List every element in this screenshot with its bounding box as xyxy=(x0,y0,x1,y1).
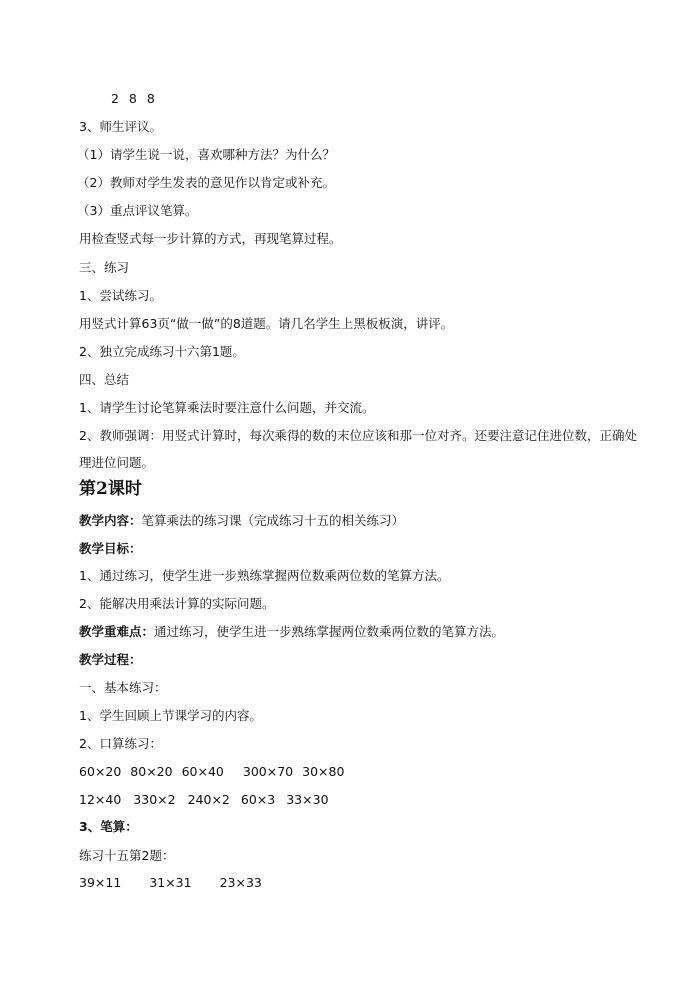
teaching-content-text: 笔算乘法的练习课（完成练习十五的相关练习） xyxy=(141,513,405,528)
basic-step-3: 3、笔算： xyxy=(79,819,138,834)
summary-item-2: 2、教师强调：用竖式计算时，每次乘得的数的末位应该和那一位对齐。还要注意记住进位数，正确处 xyxy=(79,428,637,443)
basic-step-1: 1、学生回顾上节课学习的内容。 xyxy=(79,708,262,723)
oral-expr: 60×20 xyxy=(79,764,122,779)
teaching-goal-label: 教学目标： xyxy=(79,541,142,556)
summary-item-2-continued: 理进位问题。 xyxy=(79,455,155,470)
teaching-goal-1: 1、通过练习，使学生进一步熟练掌握两位数乘两位数的笔算方法。 xyxy=(79,568,450,583)
oral-expr: 30×80 xyxy=(302,764,345,779)
practice-item-2: 2、独立完成练习十六第1题。 xyxy=(79,344,245,359)
discussion-item-2: （2）教师对学生发表的意见作以肯定或补充。 xyxy=(77,175,335,190)
oral-row-2 xyxy=(79,792,329,808)
basic-practice-heading: 一、基本练习： xyxy=(79,680,167,695)
written-practice-label: 练习十五第2题： xyxy=(79,848,175,863)
oral-expr: 330×2 xyxy=(133,792,176,807)
oral-expr: 80×20 xyxy=(130,764,173,779)
written-expr: 31×31 xyxy=(149,875,192,890)
teaching-key-points xyxy=(79,624,504,640)
teaching-goal-2: 2、能解决用乘法计算的实际问题。 xyxy=(79,596,275,611)
oral-expr: 60×3 xyxy=(240,792,276,807)
oral-expr: 300×70 xyxy=(242,764,294,779)
discussion-item-1: （1）请学生说一说，喜欢哪种方法？为什么？ xyxy=(77,147,335,162)
written-expr: 39×11 xyxy=(79,875,122,890)
teaching-content-label: 教学内容： xyxy=(79,513,142,528)
oral-row-1 xyxy=(79,764,344,780)
section-3-heading: 3、师生评议。 xyxy=(79,119,162,134)
practice-item-1: 1、尝试练习。 xyxy=(79,288,162,303)
discussion-item-3: （3）重点评议笔算。 xyxy=(77,203,198,218)
summary-heading: 四、总结 xyxy=(79,372,130,387)
oral-expr: 60×40 xyxy=(181,764,224,779)
practice-item-1-detail: 用竖式计算63页“做一做”的8道题。请几名学生上黑板板演，讲评。 xyxy=(79,316,454,331)
teaching-process-label: 教学过程： xyxy=(79,652,142,667)
summary-item-1: 1、请学生讨论笔算乘法时要注意什么问题，并交流。 xyxy=(79,400,375,415)
practice-heading: 三、练习 xyxy=(79,260,130,275)
written-row xyxy=(79,875,262,891)
written-expr: 23×33 xyxy=(219,875,262,890)
oral-expr: 240×2 xyxy=(187,792,230,807)
teaching-key-label: 教学重难点： xyxy=(79,624,155,639)
review-method: 用检查竖式每一步计算的方式，再现笔算过程。 xyxy=(79,231,342,246)
oral-expr: 12×40 xyxy=(79,792,122,807)
teaching-key-text: 通过练习，使学生进一步熟练掌握两位数乘两位数的笔算方法。 xyxy=(154,624,505,639)
vertical-calc-result: 2 8 8 xyxy=(111,91,158,106)
oral-expr: 33×30 xyxy=(286,792,329,807)
lesson-2-heading: 第2课时 xyxy=(79,479,142,499)
teaching-content xyxy=(79,513,404,529)
basic-step-2: 2、口算练习： xyxy=(79,736,162,751)
